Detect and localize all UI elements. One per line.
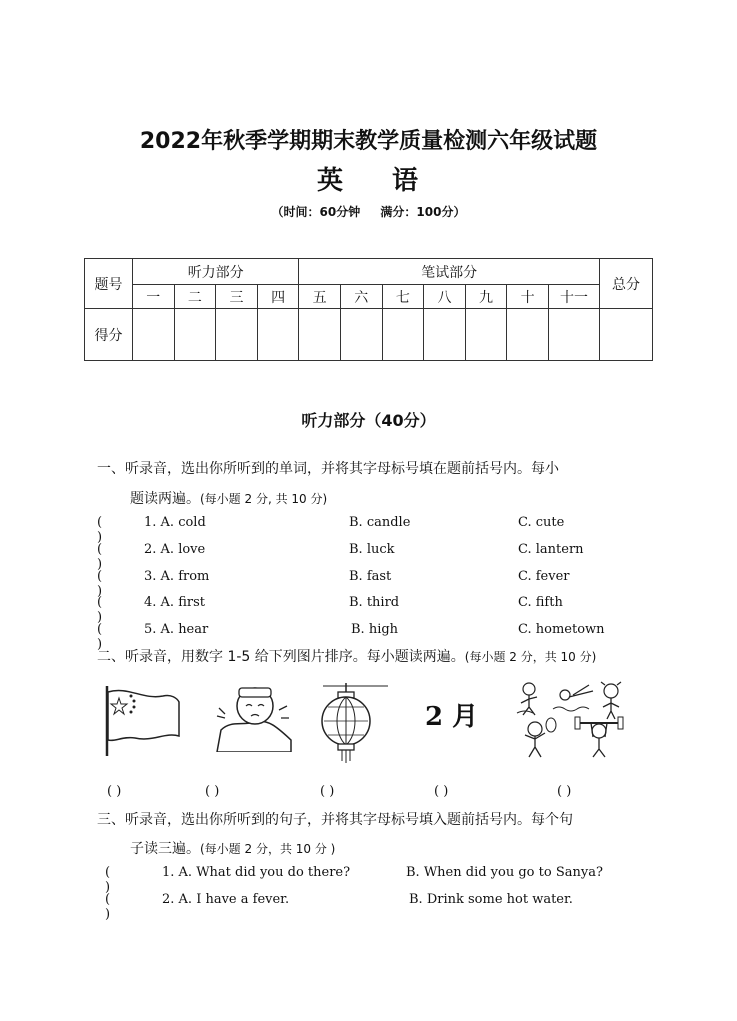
option-b: B. third xyxy=(349,595,400,610)
col-number: 九 xyxy=(465,285,507,309)
subject-title xyxy=(0,160,737,197)
option-a: 2. A. I have a fever. xyxy=(162,892,290,907)
option-a: 4. A. first xyxy=(144,595,205,610)
exam-info xyxy=(0,203,737,220)
group-writing: 笔试部分 xyxy=(299,259,600,285)
sports-picture xyxy=(513,679,628,759)
option-b: B. Drink some hot water. xyxy=(409,892,573,907)
flag-picture xyxy=(103,684,183,756)
score-cell[interactable] xyxy=(133,309,175,361)
answer-blank[interactable]: ( ) xyxy=(97,622,103,652)
score-cell[interactable] xyxy=(299,309,341,361)
score-cell[interactable] xyxy=(257,309,299,361)
subject-char-2: 语 xyxy=(392,166,421,196)
col-number: 三 xyxy=(216,285,258,309)
q1-heading-line2-wrap xyxy=(130,488,327,508)
exam-full-score: 满分：100分） xyxy=(380,205,466,219)
option-b: B. When did you go to Sanya? xyxy=(406,865,603,880)
option-b: B. candle xyxy=(349,515,411,530)
score-cell[interactable] xyxy=(340,309,382,361)
q1-heading-line1: 一、听录音，选出你所听到的单词，并将其字母标号填在题前括号内。每小 xyxy=(97,461,559,477)
q2-heading-text: 二、听录音，用数字 1-5 给下列图片排序。每小题读两遍。 xyxy=(97,649,465,665)
score-cell[interactable] xyxy=(549,309,600,361)
score-cell[interactable] xyxy=(507,309,549,361)
answer-blank[interactable]: ( ) xyxy=(97,569,103,599)
option-c: C. hometown xyxy=(518,622,605,637)
row-label-number: 题号 xyxy=(85,259,133,309)
col-number: 五 xyxy=(299,285,341,309)
col-number: 六 xyxy=(340,285,382,309)
option-a: 5. A. hear xyxy=(144,622,209,637)
col-number: 十 xyxy=(507,285,549,309)
answer-blank[interactable]: ( ) xyxy=(97,542,103,572)
col-number: 十一 xyxy=(549,285,600,309)
option-b: B. high xyxy=(351,622,399,637)
col-number: 八 xyxy=(424,285,466,309)
score-cell[interactable] xyxy=(216,309,258,361)
q3-heading-line2: 子读三遍。 xyxy=(130,841,200,857)
q2-blank-3[interactable]: ( ) xyxy=(320,784,335,799)
score-cell[interactable] xyxy=(424,309,466,361)
subject-char-1: 英 xyxy=(316,166,345,196)
lantern-picture xyxy=(318,683,390,763)
option-c: C. cute xyxy=(518,515,565,530)
col-number: 七 xyxy=(382,285,424,309)
q3-heading-line1: 三、听录音，选出你所听到的句子，并将其字母标号填入题前括号内。每个句 xyxy=(97,812,573,828)
score-cell[interactable] xyxy=(465,309,507,361)
option-a: 1. A. cold xyxy=(144,515,206,530)
q3-heading-line2-wrap xyxy=(130,838,335,858)
row-label-score: 得分 xyxy=(85,309,133,361)
answer-blank[interactable]: ( ) xyxy=(97,515,103,545)
listening-section-title: 听力部分（40分） xyxy=(301,411,436,430)
group-listening: 听力部分 xyxy=(133,259,299,285)
option-b: B. luck xyxy=(349,542,395,557)
q2-note: (每小题 2 分，共 10 分) xyxy=(464,650,597,664)
q2-blank-4[interactable]: ( ) xyxy=(434,784,449,799)
option-a: 1. A. What did you do there? xyxy=(162,865,351,880)
q1-heading-line2: 题读两遍。 xyxy=(130,491,200,507)
q1-heading xyxy=(97,456,559,482)
q2-blank-1[interactable]: ( ) xyxy=(107,784,122,799)
q2-heading xyxy=(97,644,596,670)
score-cell[interactable] xyxy=(174,309,216,361)
score-cell[interactable] xyxy=(382,309,424,361)
month-picture: 2 月 xyxy=(425,702,479,732)
exam-title: 2022年秋季学期期末教学质量检测六年级试题 xyxy=(139,129,598,154)
col-number: 四 xyxy=(257,285,299,309)
option-c: C. lantern xyxy=(518,542,584,557)
q2-blank-2[interactable]: ( ) xyxy=(205,784,220,799)
option-b: B. fast xyxy=(349,569,392,584)
option-c: C. fever xyxy=(518,569,570,584)
sick-person-picture xyxy=(213,680,293,752)
q1-note: (每小题 2 分, 共 10 分) xyxy=(200,492,328,506)
col-number: 一 xyxy=(133,285,175,309)
score-table xyxy=(84,258,653,361)
answer-blank[interactable]: ( ) xyxy=(105,865,111,895)
option-a: 2. A. love xyxy=(144,542,206,557)
answer-blank[interactable]: ( ) xyxy=(105,892,111,922)
exam-time: （时间：60分钟 xyxy=(271,205,361,219)
option-c: C. fifth xyxy=(518,595,563,610)
answer-blank[interactable]: ( ) xyxy=(97,595,103,625)
col-number: 二 xyxy=(174,285,216,309)
total-label: 总分 xyxy=(600,259,653,309)
q3-heading xyxy=(97,807,573,833)
total-score-cell[interactable] xyxy=(600,309,653,361)
q2-blank-5[interactable]: ( ) xyxy=(557,784,572,799)
option-a: 3. A. from xyxy=(144,569,210,584)
q3-note: (每小题 2 分，共 10 分 ) xyxy=(200,842,336,856)
